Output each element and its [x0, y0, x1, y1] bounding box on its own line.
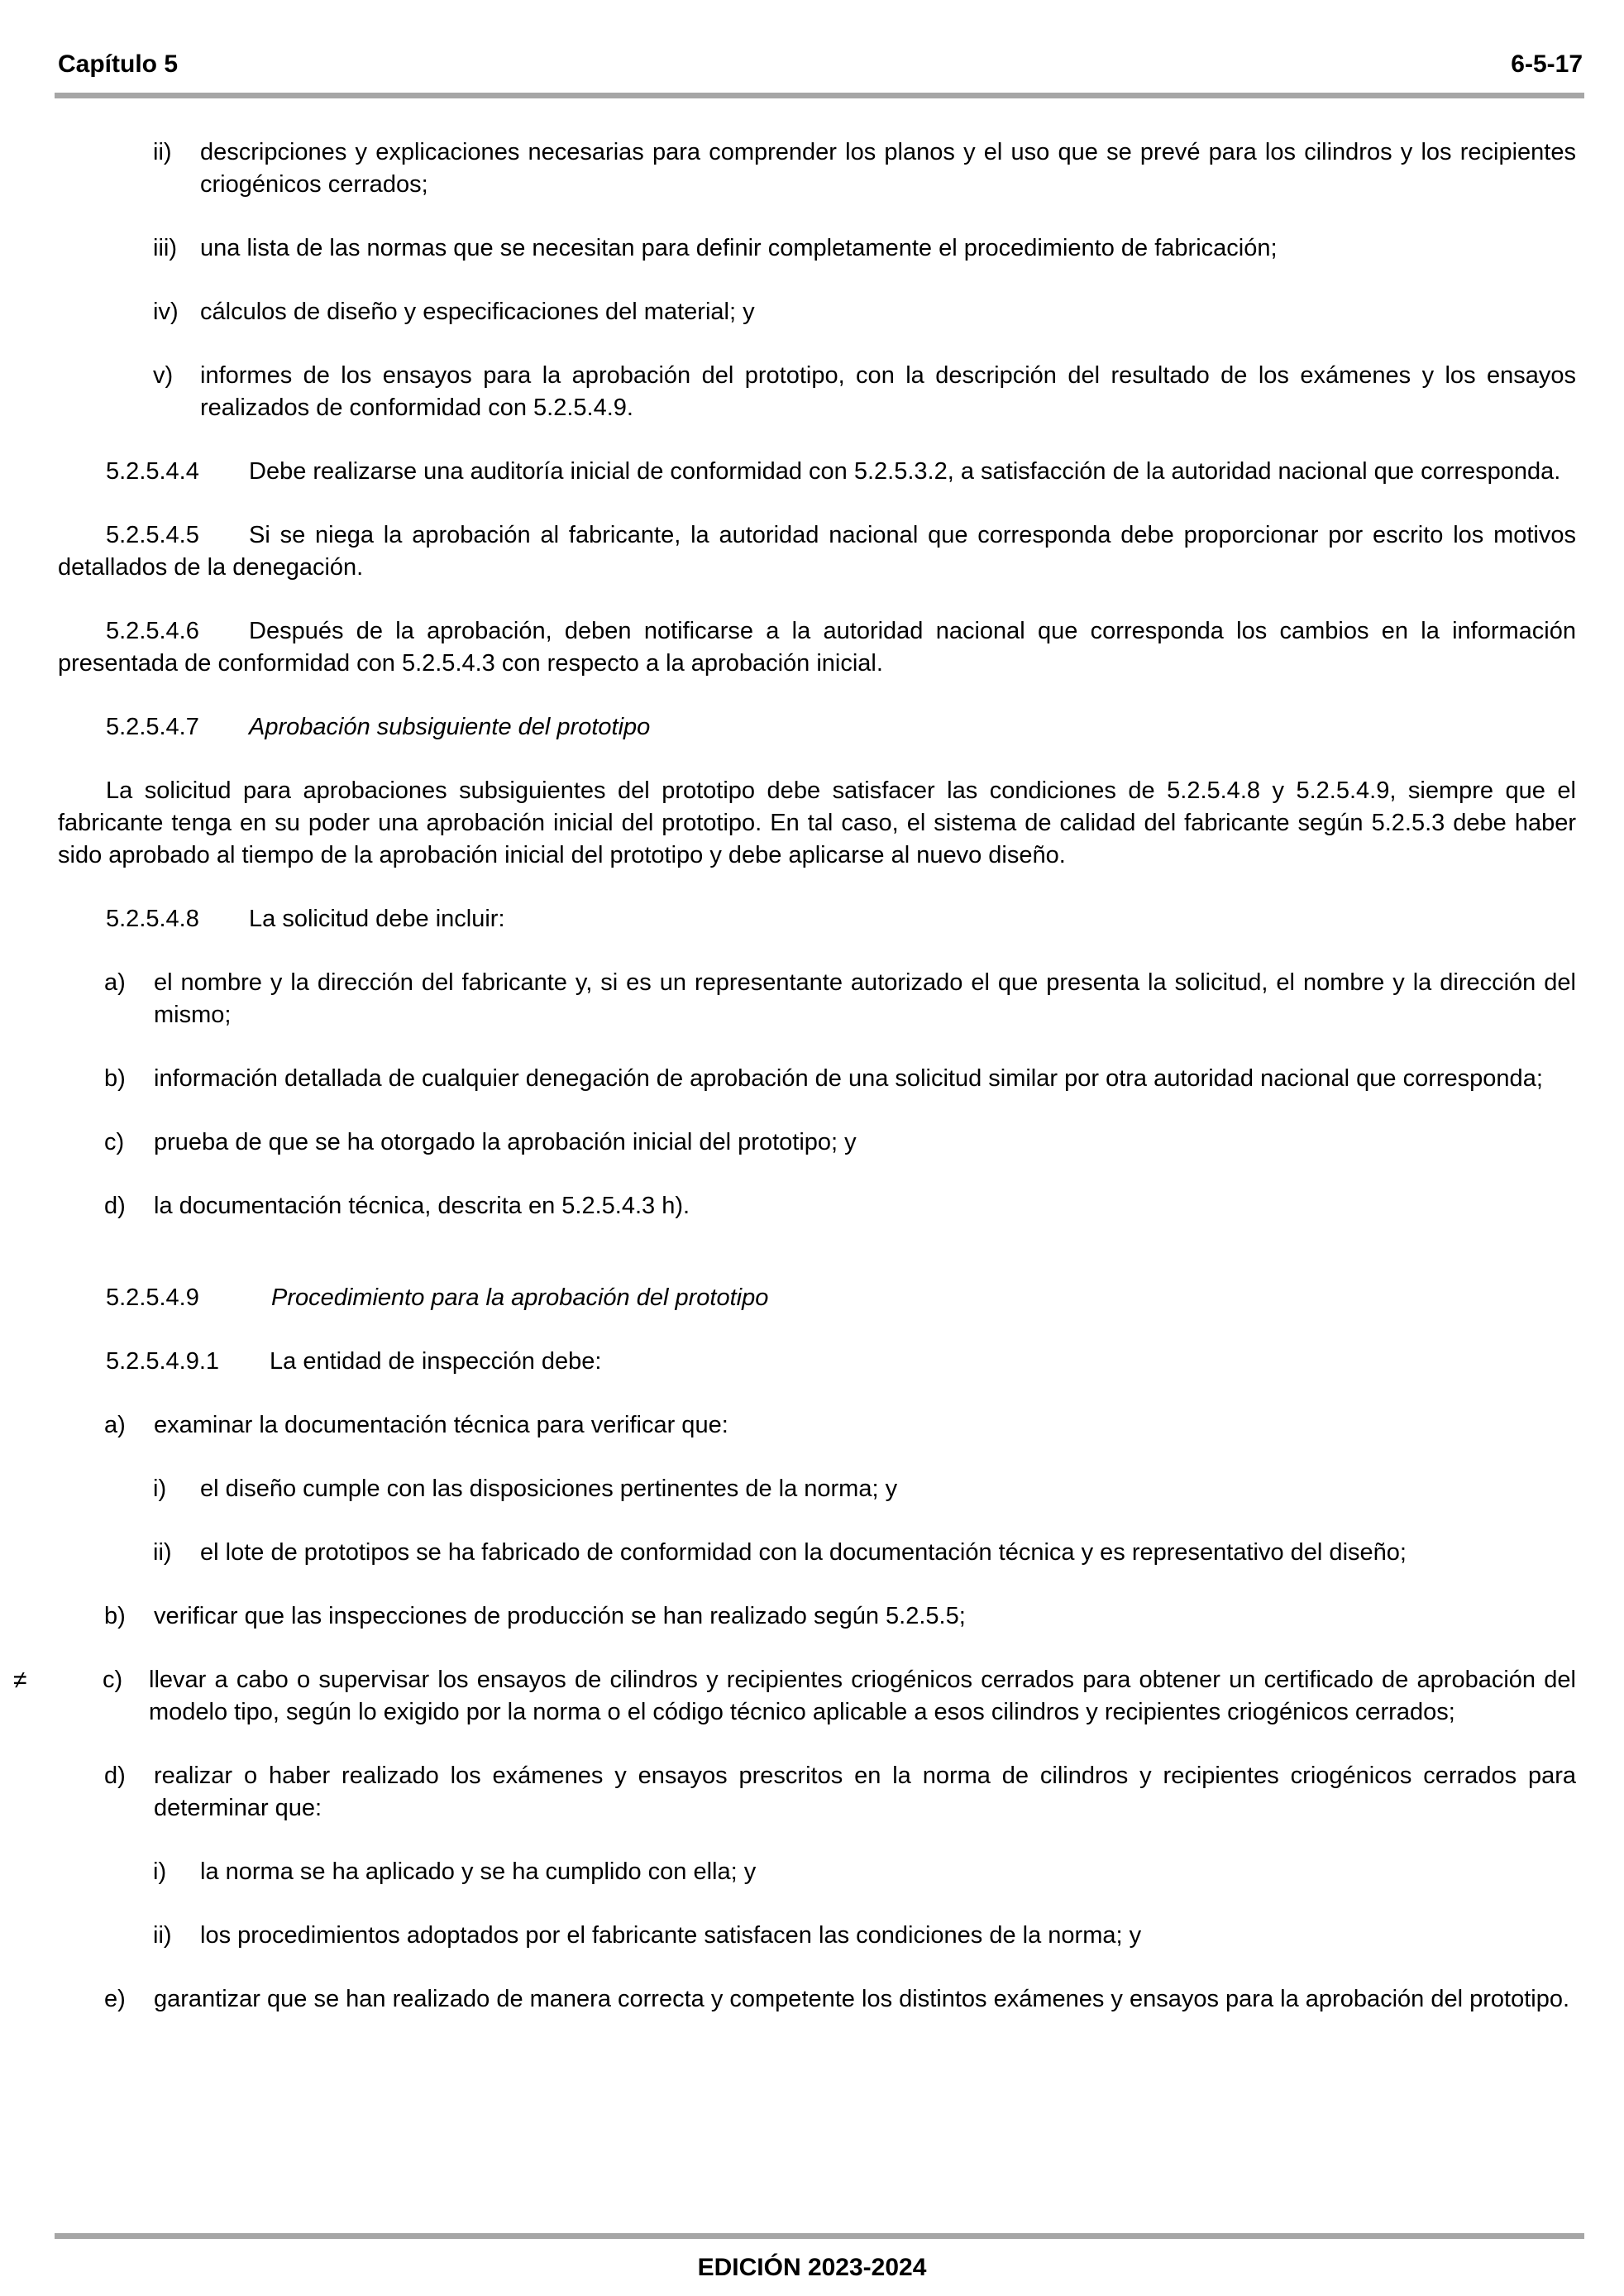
list-label: c): [103, 1667, 123, 1693]
list-label: a): [104, 969, 126, 996]
section-number: 5.2.5.4.4: [106, 458, 199, 485]
section-number: 5.2.5.4.9: [106, 1284, 199, 1311]
list-text: prueba de que se ha otorgado la aprobación inicial del prototipo; y: [154, 1129, 857, 1155]
amendment-mark: ≠: [13, 1667, 27, 1694]
list-item-b: [58, 1600, 1576, 1633]
paragraph-5-2-5-4-5: [58, 519, 1576, 584]
list-text: verificar que las inspecciones de producción se han realizado según 5.2.5.5;: [154, 1603, 966, 1629]
list-item-d-i: [58, 1856, 1576, 1888]
paragraph-5-2-5-4-9-1: [58, 1346, 1576, 1378]
list-text: el nombre y la dirección del fabricante y, si es un representante autorizado el que presenta la solicitud, el nombre y la dirección del mismo;: [154, 969, 1576, 1028]
list-label: a): [104, 1412, 126, 1438]
list-item-a: [58, 967, 1576, 1031]
list-label: d): [104, 1193, 126, 1219]
list-item-e: [58, 1983, 1576, 2016]
page-number: 6-5-17: [1511, 50, 1583, 78]
list-text: el diseño cumple con las disposiciones pertinentes de la norma; y: [200, 1476, 898, 1502]
section-number: 5.2.5.4.9.1: [106, 1348, 220, 1375]
list-item-v: [58, 360, 1576, 424]
list-text: cálculos de diseño y especificaciones del material; y: [200, 299, 755, 325]
paragraph-5-2-5-4-7-body: La solicitud para aprobaciones subsiguientes del prototipo debe satisfacer las condiciones de 5.2.5.4.8 y 5.2.5.4.9, siempre que el fabricante tenga en su poder una aprobación inicial del prototipo. En tal caso, el sistema de calidad del fabricante según 5.2.5.3 debe haber sido aprobado al tiempo de la aprobación inicial del prototipo y debe aplicarse al nuevo diseño.: [58, 777, 1576, 868]
list-text: la documentación técnica, descrita en 5.2.5.4.3 h).: [154, 1193, 690, 1219]
list-label: ii): [153, 1922, 172, 1949]
paragraph-text: Si se niega la aprobación al fabricante, la autoridad nacional que corresponda debe proporcionar por escrito los motivos detallados de la denegación.: [58, 522, 1576, 581]
paragraph-text: Después de la aprobación, deben notificarse a la autoridad nacional que corresponda los cambios en la información presentada de conformidad con 5.2.5.4.3 con respecto a la aprobación inicial.: [58, 618, 1576, 677]
paragraph-text: La solicitud debe incluir:: [249, 906, 505, 932]
section-number: 5.2.5.4.6: [106, 618, 199, 644]
list-text: garantizar que se han realizado de manera correcta y competente los distintos exámenes y ensayos para la aprobación del prototipo.: [154, 1986, 1570, 2012]
paragraph-5-2-5-4-6: [58, 615, 1576, 680]
list-label: ii): [153, 139, 172, 165]
heading-5-2-5-4-9: [58, 1282, 1576, 1314]
list-item-iii: [58, 232, 1576, 265]
header-rule: [55, 93, 1584, 98]
list-item-d-ii: [58, 1920, 1576, 1952]
list-label: i): [153, 1476, 167, 1502]
list-text: llevar a cabo o supervisar los ensayos de cilindros y recipientes criogénicos cerrados para obtener un certificado de aprobación del modelo tipo, según lo exigido por la norma o el código técnico aplicable a esos cilindros y recipientes criogénicos cerrados;: [149, 1667, 1576, 1725]
paragraph-text: Debe realizarse una auditoría inicial de conformidad con 5.2.5.3.2, a satisfacción de la autoridad nacional que corresponda.: [249, 458, 1561, 485]
section-number: 5.2.5.4.8: [106, 906, 199, 932]
list-label: iii): [153, 235, 177, 261]
list-item-b: [58, 1063, 1576, 1095]
list-item-a: [58, 1409, 1576, 1442]
section-number: 5.2.5.4.5: [106, 522, 199, 548]
paragraph-5-2-5-4-8: [58, 903, 1576, 935]
list-text: el lote de prototipos se ha fabricado de conformidad con la documentación técnica y es representativo del diseño;: [200, 1539, 1407, 1566]
page-body: [13, 136, 1576, 2047]
list-label: iv): [153, 299, 179, 325]
heading-5-2-5-4-7: [58, 711, 1576, 744]
list-text: los procedimientos adoptados por el fabricante satisfacen las condiciones de la norma; y: [200, 1922, 1142, 1949]
list-item-d: [58, 1190, 1576, 1222]
list-text: realizar o haber realizado los exámenes y ensayos prescritos en la norma de cilindros y recipientes criogénicos cerrados para determinar que:: [154, 1763, 1576, 1821]
section-number: 5.2.5.4.7: [106, 714, 199, 740]
list-label: i): [153, 1858, 167, 1885]
chapter-title: Capítulo 5: [58, 50, 179, 78]
list-item-c: [13, 1664, 1576, 1729]
list-label: c): [104, 1129, 125, 1155]
list-text: una lista de las normas que se necesitan para definir completamente el procedimiento de fabricación;: [200, 235, 1278, 261]
paragraph-5-2-5-4-4: [58, 456, 1576, 488]
list-text: examinar la documentación técnica para verificar que:: [154, 1412, 728, 1438]
list-label: e): [104, 1986, 126, 2012]
list-label: ii): [153, 1539, 172, 1566]
list-text: descripciones y explicaciones necesarias para comprender los planos y el uso que se prevé para los cilindros y los recipientes criogénicos cerrados;: [200, 139, 1576, 198]
list-text: información detallada de cualquier denegación de aprobación de una solicitud similar por otra autoridad nacional que corresponda;: [154, 1065, 1543, 1092]
section-title: Aprobación subsiguiente del prototipo: [249, 714, 651, 740]
paragraph-text: La entidad de inspección debe:: [270, 1348, 602, 1375]
list-label: b): [104, 1065, 126, 1092]
list-text: informes de los ensayos para la aprobación del prototipo, con la descripción del resultado de los exámenes y los ensayos realizados de conformidad con 5.2.5.4.9.: [200, 362, 1576, 421]
footer-rule: [55, 2233, 1584, 2239]
list-text: la norma se ha aplicado y se ha cumplido con ella; y: [200, 1858, 757, 1885]
list-item-c: [58, 1126, 1576, 1159]
list-item-ii: [58, 136, 1576, 201]
list-item-a-ii: [58, 1537, 1576, 1569]
page-header: [58, 48, 1583, 84]
list-item-d: [58, 1760, 1576, 1825]
list-label: b): [104, 1603, 126, 1629]
list-item-a-i: [58, 1473, 1576, 1505]
page-footer: EDICIÓN 2023-2024: [697, 2254, 927, 2281]
list-item-iv: [58, 296, 1576, 328]
list-label: d): [104, 1763, 126, 1789]
list-label: v): [153, 362, 174, 389]
section-title: Procedimiento para la aprobación del prototipo: [271, 1284, 769, 1311]
